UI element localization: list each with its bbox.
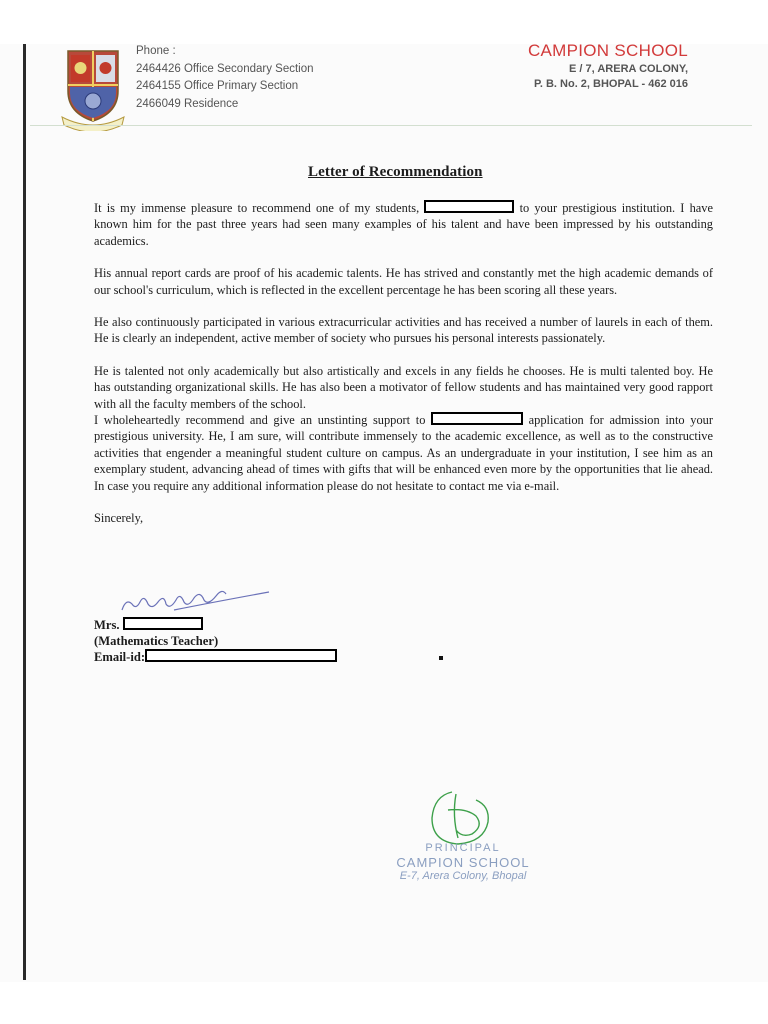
letter-title: Letter of Recommendation xyxy=(308,164,483,180)
scan-top-margin xyxy=(0,0,768,44)
address-line-2: P. B. No. 2, BHOPAL - 462 016 xyxy=(533,78,688,90)
school-name: CAMPION SCHOOL xyxy=(527,41,688,60)
signatory-prefix: Mrs. xyxy=(94,618,120,632)
signatory-email-line xyxy=(94,649,337,665)
school-crest-logo xyxy=(60,47,126,131)
stamp-line-2: CAMPION SCHOOL xyxy=(396,855,530,870)
phone-primary: 2464155 Office Primary Section xyxy=(136,80,299,92)
signatory-name-line xyxy=(94,617,337,633)
redacted-teacher-name xyxy=(123,617,203,630)
teacher-signature xyxy=(114,580,274,620)
paragraph-1 xyxy=(94,200,713,249)
phone-label: Phone : xyxy=(136,45,176,57)
signatory-role: (Mathematics Teacher) xyxy=(94,634,219,648)
stamp-line-1: PRINCIPAL xyxy=(425,842,501,854)
paragraph-5-start: I wholeheartedly recommend and give an unstinting support to xyxy=(94,413,426,428)
stamp-line-3: E-7, Arera Colony, Bhopal xyxy=(399,870,527,882)
principal-stamp xyxy=(383,842,543,883)
address-line-1: E / 7, ARERA COLONY, xyxy=(569,63,688,75)
paragraph-5 xyxy=(94,412,713,494)
paragraph-1-end: to your prestigious institution. I have known him for the past three years had seen many examples of his talent and have been impressed by his outstanding academics. xyxy=(94,201,713,248)
paragraph-1-start: It is my immense pleasure to recommend one of my students, xyxy=(94,201,420,215)
paragraph-4: He is talented not only academically but also artistically and excels in any fields he chooses. He is multi talented boy. He has outstanding organizational skills. He has also been a motivator of fellow students and has maintained very good rapport with all the faculty members of the school. xyxy=(94,363,713,411)
ink-dot xyxy=(439,656,443,660)
paragraph-2: His annual report cards are proof of his academic talents. He has strived and constantly met the high academic demands of our school's curriculum, which is reflected in the excellent percentage he has been scoring all these years. xyxy=(94,266,713,297)
page-edge-shadow xyxy=(23,44,26,980)
email-label: Email-id: xyxy=(94,650,146,664)
signatory-block xyxy=(94,617,337,665)
paragraph-3: He also continuously participated in various extracurricular activities and has received a number of laurels in each of them. He is clearly an independent, active member of society who pursues his personal interests passionately. xyxy=(94,315,713,346)
closing: Sincerely, xyxy=(94,511,144,526)
letterhead-divider xyxy=(30,125,752,126)
school-address xyxy=(534,62,688,92)
phone-block xyxy=(136,43,314,113)
redacted-student-name xyxy=(424,200,514,213)
paragraph-5-end: application for admission into your prestigious university. He, I am sure, will contribute immensely to the academic excellence, as well as to the constructive activities that engender a meaningful student culture on campus. As an undergraduate in your institution, I see him as an exemplary student, advancing ahead of times with gifts that will be enhanced even more by the opportunities that lie ahead. In case you require any additional information please do not hesitate to contact me via e-mail. xyxy=(94,413,713,493)
redacted-email xyxy=(145,649,337,662)
redacted-student-name-2 xyxy=(431,412,523,425)
letter-body xyxy=(94,200,713,543)
phone-residence: 2466049 Residence xyxy=(136,97,239,110)
phone-secondary: 2464426 Office Secondary Section xyxy=(136,62,314,75)
